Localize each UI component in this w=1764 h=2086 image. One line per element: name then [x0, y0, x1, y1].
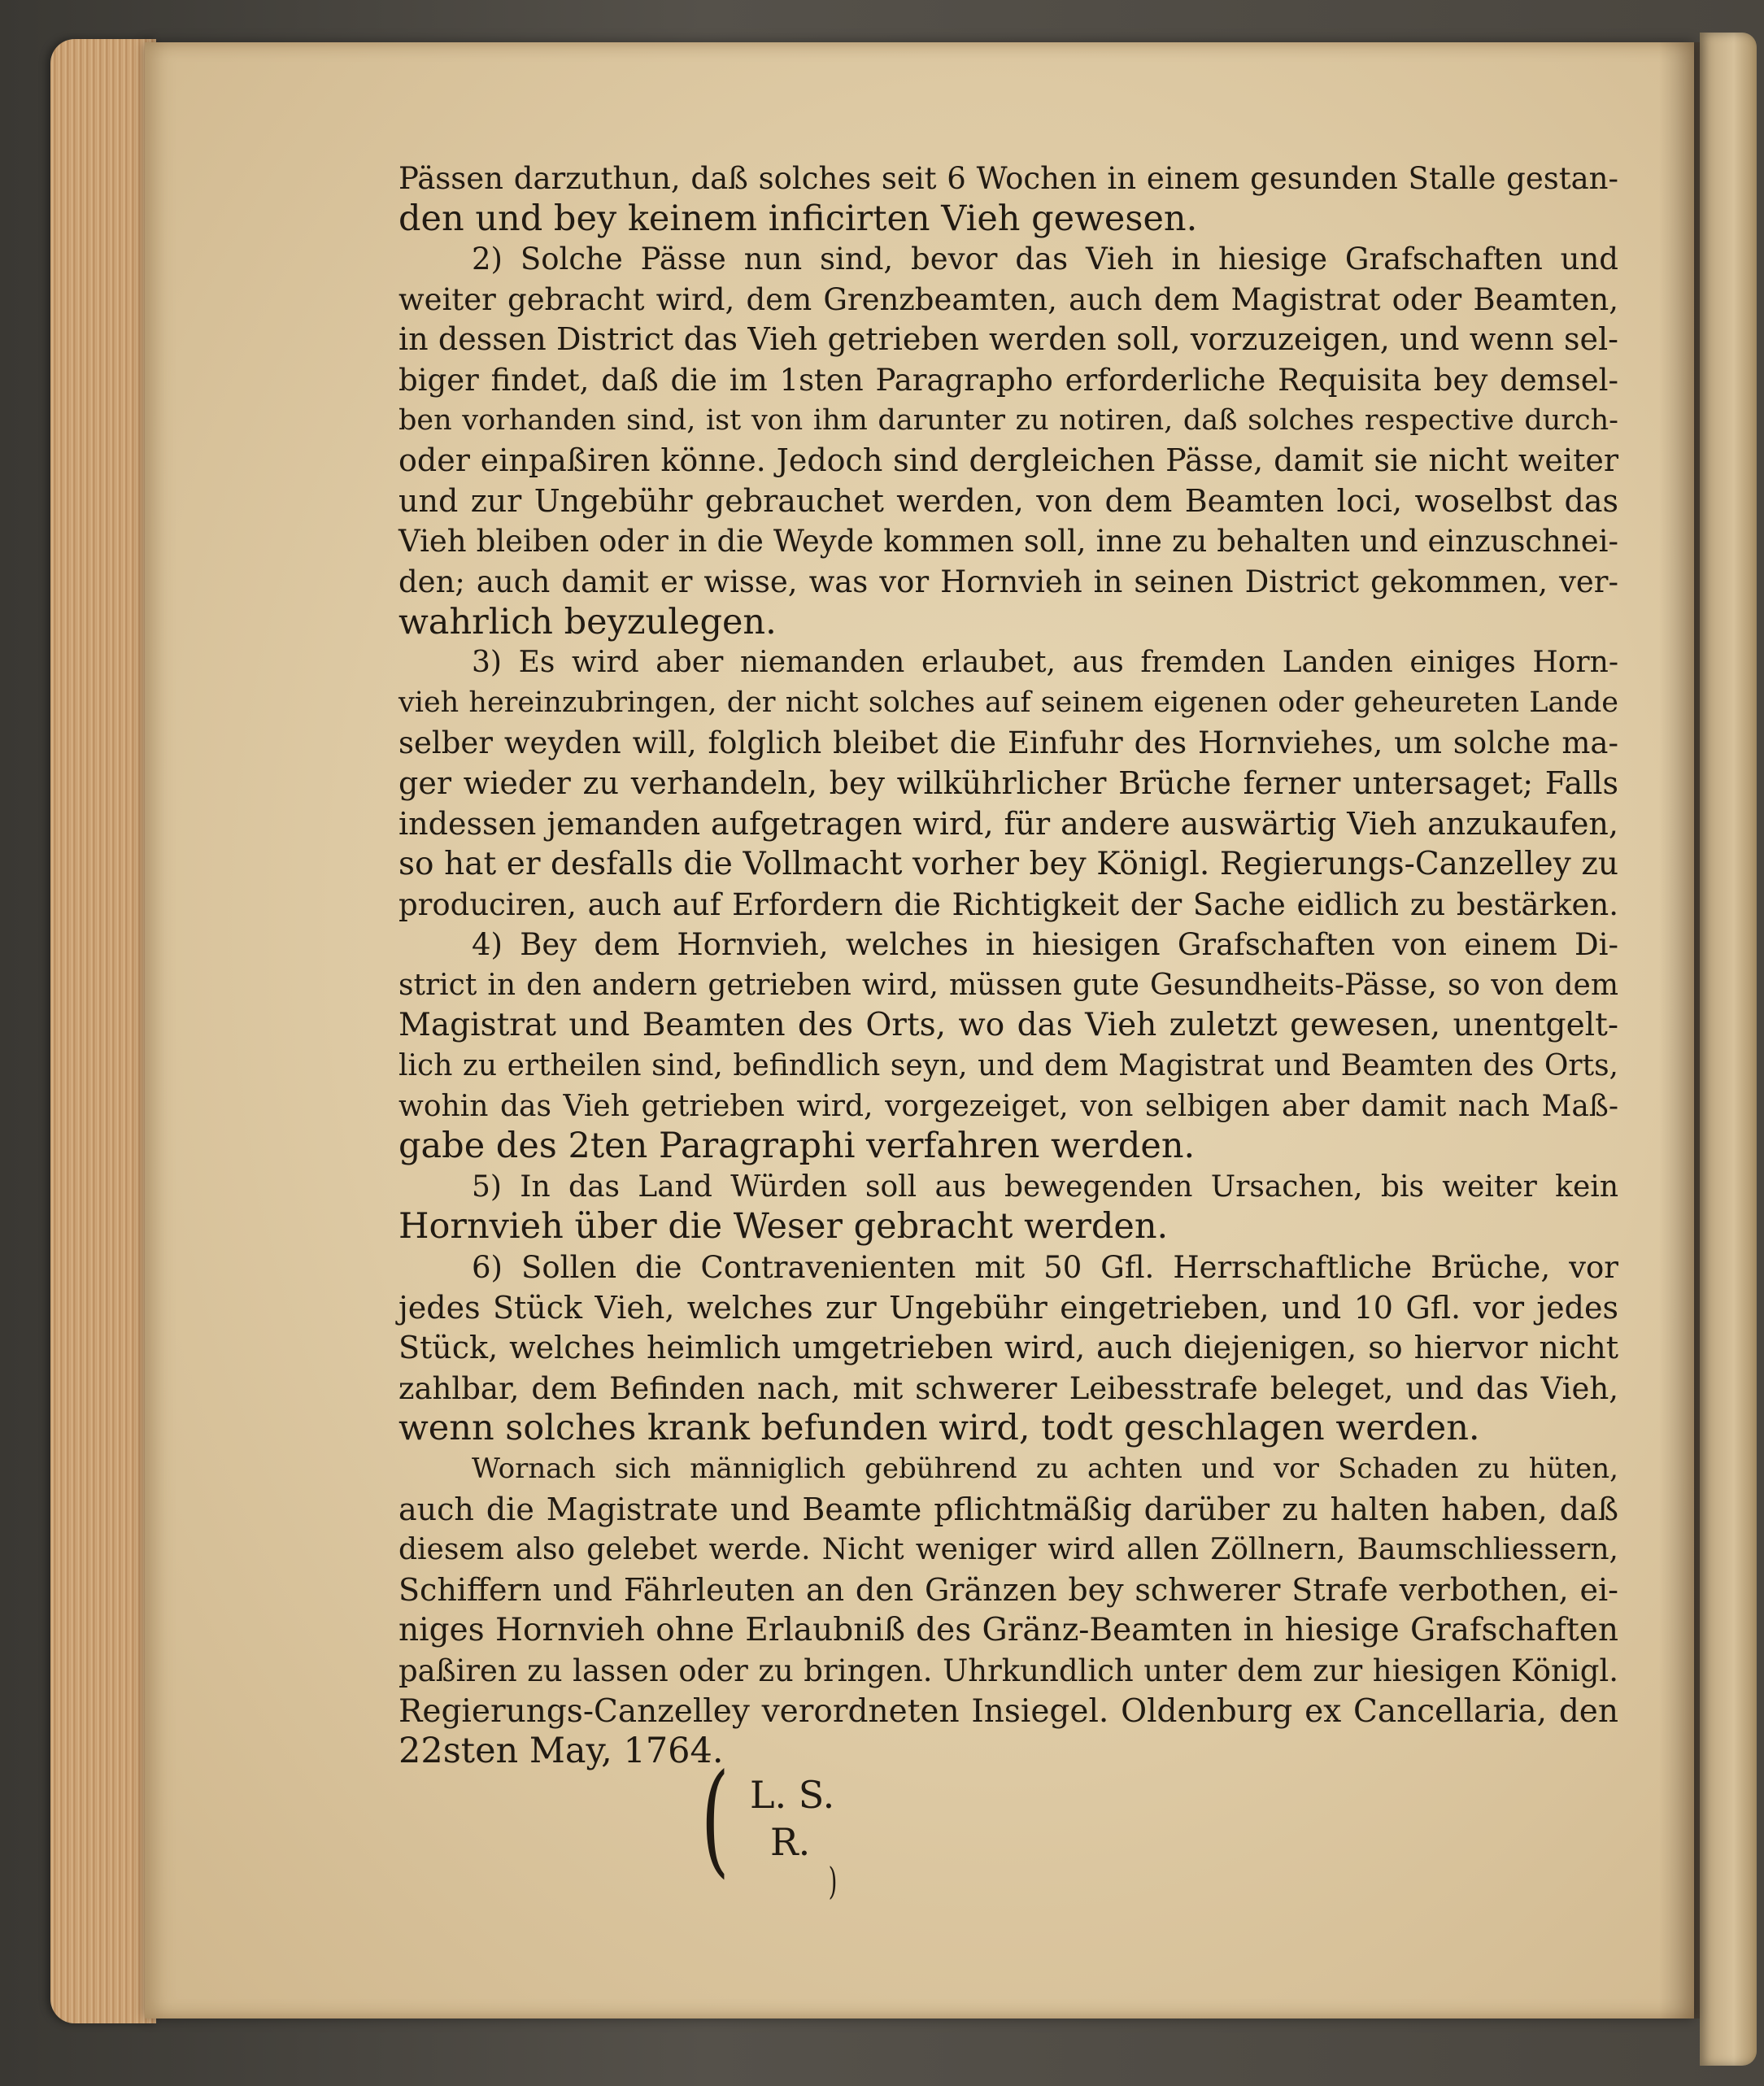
- text-line: strict in den andern getrieben wird, müssen gute Gesundheits-Pässe, so von dem: [399, 968, 1618, 1002]
- text-line: produciren, auch auf Erfordern die Richtigkeit der Sache eidlich zu bestärken.: [399, 886, 1618, 922]
- page-edges: [50, 39, 156, 2023]
- text-line: vieh hereinzubringen, der nicht solches auf seinem eigenen oder geheureten Lande: [399, 686, 1618, 719]
- body-text: [399, 159, 1618, 1772]
- seal-bottom-text: R.: [770, 1820, 811, 1864]
- text-line: zahlbar, dem Befinden nach, mit schwerer Leibesstrafe beleget, und das Vieh,: [399, 1370, 1618, 1406]
- paragraph-3-start: 3) Es wird aber niemanden erlaubet, aus fremden Landen einiges Horn-: [472, 646, 1618, 680]
- paragraph-2-start: 2) Solche Pässe nun sind, bevor das Vieh in hiesige Grafschaften und: [472, 242, 1618, 277]
- seal-top-text: L. S.: [750, 1773, 835, 1817]
- text-line: in dessen District das Vieh getrieben werden soll, vorzuzeigen, und wenn sel-: [399, 321, 1618, 358]
- text-line: so hat er desfalls die Vollmacht vorher bey Königl. Regierungs-Canzelley zu: [399, 846, 1618, 883]
- text-line: indessen jemanden aufgetragen wird, für andere auswärtig Vieh anzukaufen,: [399, 805, 1618, 842]
- text-line: biger findet, daß die im 1sten Paragrapho erforderliche Requisita bey demsel-: [399, 362, 1618, 398]
- date-line: 22sten May, 1764.: [399, 1731, 724, 1772]
- text-line: ger wieder zu verhandeln, bey wilkührlicher Brüche ferner untersaget; Falls: [399, 764, 1618, 801]
- text-line: wahrlich beyzulegen.: [399, 601, 777, 642]
- paragraph-6-start: 6) Sollen die Contravenienten mit 50 Gfl. Herrschaftliche Brüche, vor: [472, 1250, 1618, 1286]
- text-line: Stück, welches heimlich umgetrieben wird, auch diejenigen, so hiervor nicht: [399, 1330, 1618, 1366]
- seal-locus-sigilli: [700, 1748, 870, 1903]
- text-line: oder einpaßiren könne. Jedoch sind dergleichen Pässe, damit sie nicht weiter: [399, 442, 1618, 479]
- paragraph-4-start: 4) Bey dem Hornvieh, welches in hiesigen Grafschaften von einem Di-: [472, 927, 1618, 963]
- text-line: Hornvieh über die Weser gebracht werden.: [399, 1206, 1169, 1248]
- text-line: ben vorhanden sind, ist von ihm darunter zu notiren, daß solches respective durch-: [399, 403, 1618, 437]
- text-line: Magistrat und Beamten des Orts, wo das Vieh zuletzt gewesen, unentgelt-: [399, 1007, 1618, 1044]
- text-line: Pässen darzuthun, daß solches seit 6 Wochen in einem gesunden Stalle gestan-: [399, 161, 1618, 196]
- text-line: den; auch damit er wisse, was vor Hornvieh in seinen District gekommen, ver-: [399, 564, 1618, 599]
- paragraph-5-start: 5) In das Land Würden soll aus bewegenden Ursachen, bis weiter kein: [472, 1169, 1618, 1204]
- text-line: wohin das Vieh getrieben wird, vorgezeiget, von selbigen aber damit nach Maß-: [399, 1089, 1618, 1123]
- text-line: paßiren zu lassen oder zu bringen. Uhrkundlich unter dem zur hiesigen Königl.: [399, 1653, 1618, 1688]
- facing-page-edge: [1700, 33, 1757, 2066]
- text-line: lich zu ertheilen sind, befindlich seyn, und dem Magistrat und Beamten des Orts,: [399, 1049, 1618, 1083]
- text-line: Regierungs-Canzelley verordneten Insiegel. Oldenburg ex Cancellaria, den: [399, 1692, 1618, 1730]
- text-line: diesem also gelebet werde. Nicht weniger wird allen Zöllnern, Baumschliessern,: [399, 1533, 1618, 1567]
- text-line: den und bey keinem inficirten Vieh gewesen.: [399, 198, 1198, 239]
- text-line: wenn solches krank befunden wird, todt geschlagen werden.: [399, 1408, 1480, 1449]
- text-line: selber weyden will, folglich bleibet die Einfuhr des Hornviehes, um solche ma-: [399, 725, 1618, 761]
- text-line: Vieh bleiben oder in die Weyde kommen soll, inne zu behalten und einzuschnei-: [399, 524, 1618, 560]
- text-line: gabe des 2ten Paragraphi verfahren werden.: [399, 1126, 1196, 1167]
- text-line: niges Hornvieh ohne Erlaubniß des Gränz-Beamten in hiesige Grafschaften: [399, 1612, 1618, 1649]
- gutter-shadow: [1659, 42, 1700, 2018]
- text-line: weiter gebracht wird, dem Grenzbeamten, auch dem Magistrat oder Beamten,: [399, 281, 1618, 317]
- text-line: auch die Magistrate und Beamte pflichtmäßig darüber zu halten haben, daß: [399, 1491, 1618, 1527]
- text-line: jedes Stück Vieh, welches zur Ungebühr eingetrieben, und 10 Gfl. vor jedes: [399, 1289, 1618, 1326]
- seal-right-bracket: ): [828, 1859, 838, 1903]
- text-line: und zur Ungebühr gebrauchet werden, von dem Beamten loci, woselbst das: [399, 482, 1618, 519]
- seal-left-bracket: (: [700, 1748, 730, 1890]
- closing-paragraph-start: Wornach sich männiglich gebührend zu achten und vor Schaden zu hüten,: [472, 1452, 1618, 1485]
- text-line: Schiffern und Fährleuten an den Gränzen bey schwerer Strafe verbothen, ei-: [399, 1571, 1618, 1608]
